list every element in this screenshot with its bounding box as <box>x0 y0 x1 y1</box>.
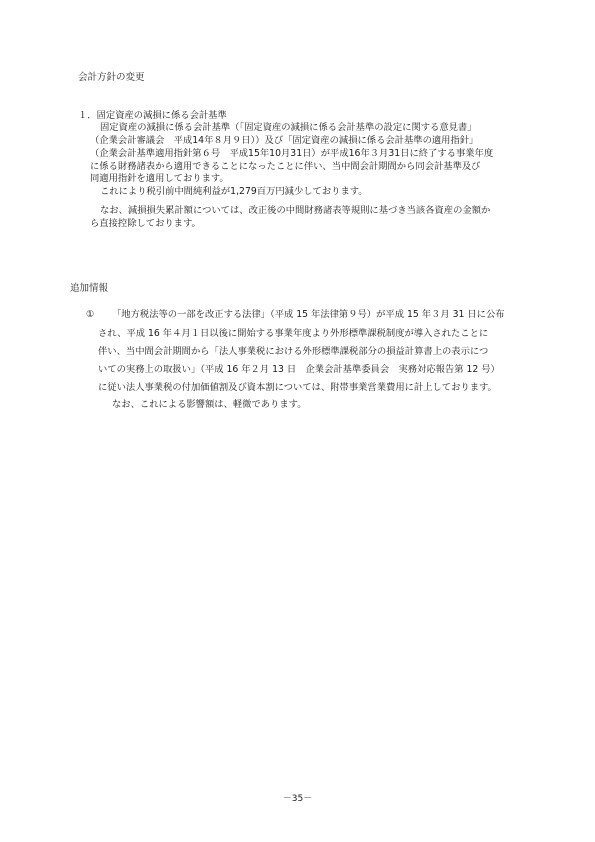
additional-item-1-line-3: 伴い、当中間会計期間から「法人事業税における外形標準課税部分の損益計算書上の表示につ <box>98 346 489 357</box>
policy-item-1-title: １．固定資産の減損に係る会計基準 <box>78 110 227 121</box>
additional-item-1-line-2: され、平成 16 年４月１日以後に開始する事業年度より外形標準課税制度が導入されたことに <box>98 328 489 339</box>
additional-info-heading: 追加情報 <box>70 283 109 294</box>
policy-changes-heading: 会計方針の変更 <box>78 72 145 83</box>
policy-item-1-line-3: （企業会計基準適用指針第６号 平成15年10月31日）が平成16年３月31日に終了する事業年度 <box>90 148 494 159</box>
policy-item-1-line-2: （企業会計審議会 平成14年８月９日））及び「固定資産の減損に係る会計基準の適用指針」 <box>90 135 479 146</box>
additional-item-1-line-1: 「地方税法等の一部を改正する法律」（平成 15 年法律第９号）が平成 15 年３月 31 日に公布 <box>112 309 505 320</box>
page-number: －35－ <box>282 794 313 804</box>
policy-item-1-line-4: に係る財務諸表から適用できることになったことに伴い、当中間会計期間から同会計基準及び <box>90 161 481 172</box>
additional-item-1-marker: ① <box>86 309 95 320</box>
additional-item-1-line-4: いての実務上の取扱い」（平成 16 年２月 13 日 企業会計基準委員会 実務対応報告第 12 号） <box>98 364 500 375</box>
policy-item-1-line-1: 固定資産の減損に係る会計基準（「固定資産の減損に係る会計基準の設定に関する意見書」 <box>100 122 477 133</box>
policy-item-1-line-5: 同適用指針を適用しております。 <box>90 173 229 184</box>
additional-item-1-line-5: に従い法人事業税の付加価値割及び資本割については、附帯事業営業費用に計上しております。 <box>98 382 497 393</box>
additional-item-1-line-6: なお、これによる影響額は、軽微であります。 <box>112 399 307 410</box>
policy-item-1-line-8: ら直接控除しております。 <box>90 218 201 229</box>
policy-item-1-line-7: なお、減損損失累計額については、改正後の中間財務諸表等規則に基づき当該各資産の金額か <box>100 205 491 216</box>
policy-item-1-line-6: これにより税引前中間純利益が1,279百万円減少しております。 <box>100 186 368 197</box>
